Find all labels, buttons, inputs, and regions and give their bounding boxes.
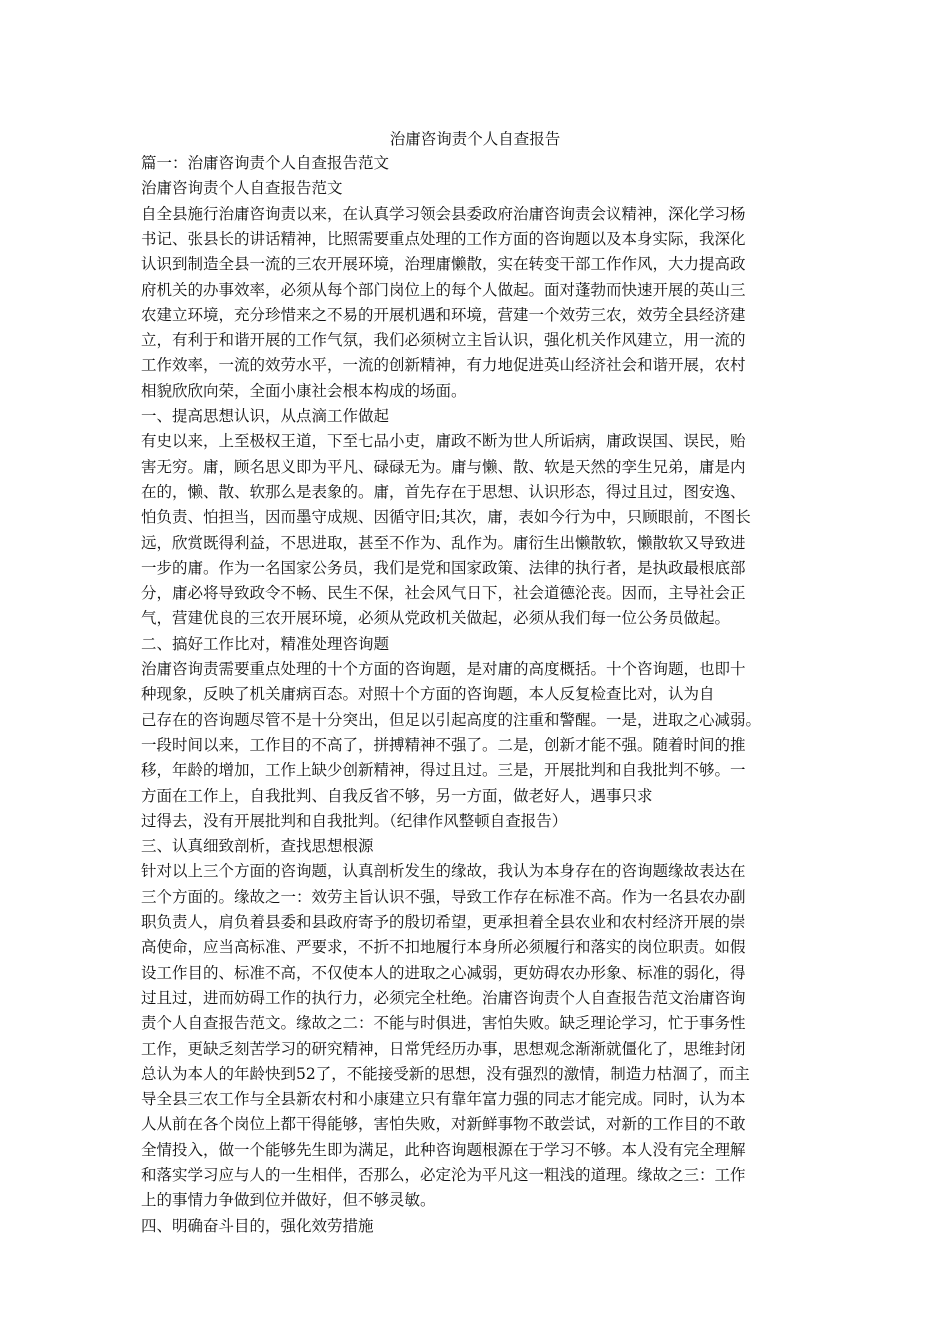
text-line: 导全县三农工作与全县新农村和小康建立只有靠年富力强的同志才能完成。同时，认为本: [141, 1090, 746, 1109]
text-line: 自全县施行治庸咨询责以来，在认真学习领会县委政府治庸咨询责会议精神，深化学习杨: [141, 204, 746, 223]
text-line: 一、提高思想认识，从点滴工作做起: [141, 407, 390, 425]
text-line: 过且过，进而妨碍工作的执行力，必须完全杜绝。治庸咨询责个人自查报告范文治庸咨询: [141, 988, 746, 1007]
text-line: 己存在的咨询题尽管不是十分突出，但足以引起高度的注重和警醒。一是，进取之心减弱。: [141, 710, 762, 729]
text-line: 针对以上三个方面的咨询题，认真剖析发生的缘故，我认为本身存在的咨询题缘故表达在: [141, 862, 746, 881]
text-line: 过得去，没有开展批判和自我批判。（纪律作风整顿自查报告）: [141, 811, 568, 830]
text-line: 总认为本人的年龄快到52了，不能接受新的思想，没有强烈的激情，制造力枯涸了，而主: [141, 1064, 750, 1083]
text-line: 移，年龄的增加，工作上缺少创新精神，得过且过。三是，开展批判和自我批判不够。一: [141, 761, 746, 780]
text-line: 工作效率，一流的效劳水平，一流的创新精神，有力地促进英山经济社会和谐开展，农村: [141, 356, 746, 375]
text-line: 篇一：治庸咨询责个人自查报告范文: [141, 154, 390, 172]
text-line: 职负责人，肩负着县委和县政府寄予的殷切希望，更承担着全县农业和农村经济开展的崇: [141, 913, 746, 931]
text-line: 三个方面的。缘故之一：效劳主旨认识不强，导致工作存在标准不高。作为一名县农办副: [141, 887, 746, 906]
text-line: 人从前在各个岗位上都干得能够，害怕失败，对新鲜事物不敢尝试，对新的工作目的不敢: [141, 1115, 746, 1134]
text-line: 害无穷。庸，顾名思义即为平凡、碌碌无为。庸与懒、散、软是天然的孪生兄弟，庸是内: [141, 457, 746, 476]
text-line: 相貌欣欣向荣，全面小康社会根本构成的场面。: [141, 381, 467, 400]
text-line: 种现象，反映了机关庸病百态。对照十个方面的咨询题，本人反复检查比对，认为自: [141, 685, 715, 704]
text-line: 设工作目的、标准不高，不仅使本人的进取之心减弱，更妨碍农办形象、标准的弱化，得: [141, 963, 746, 982]
text-line: 三、认真细致剖析，查找思想根源: [141, 837, 374, 856]
text-line: 书记、张县长的讲话精神，比照需要重点处理的工作方面的咨询题以及本身实际，我深化: [141, 229, 746, 248]
text-line: 分，庸必将导致政令不畅、民生不保，社会风气日下，社会道德沦丧。因而，主导社会正: [141, 584, 746, 603]
text-line: 农建立环境，充分珍惜来之不易的开展机遇和环境，营建一个效劳三农，效劳全县经济建: [141, 305, 746, 324]
text-line: 治庸咨询责个人自查报告范文: [141, 179, 343, 198]
text-line: 怕负责、怕担当，因而墨守成规、因循守旧;其次，庸，表如今行为中，只顾眼前，不图长: [141, 508, 751, 527]
text-line: 责个人自查报告范文。缘故之二：不能与时俱进，害怕失败。缺乏理论学习，忙于事务性: [141, 1014, 746, 1033]
text-line: 府机关的办事效率，必须从每个部门岗位上的每个人做起。面对蓬勃而快速开展的英山三: [141, 280, 746, 299]
text-line: 全情投入，做一个能够先生即为满足，此种咨询题根源在于学习不够。本人没有完全理解: [141, 1140, 746, 1159]
text-line: 和落实学习应与人的一生相伴，否那么，必定沦为平凡这一粗浅的道理。缘故之三：工作: [141, 1166, 746, 1184]
text-line: 一步的庸。作为一名国家公务员，我们是党和国家政策、法律的执行者，是执政最根底部: [141, 558, 746, 577]
text-line: 在的，懒、散、软那么是表象的。庸，首先存在于思想、认识形态，得过且过，图安逸、: [141, 482, 746, 501]
text-line: 方面在工作上，自我批判、自我反省不够，另一方面，做老好人，遇事只求: [141, 786, 653, 805]
text-line: 远，欣赏既得利益，不思进取，甚至不作为、乱作为。庸衍生出懒散软，懒散软又导致进: [141, 533, 746, 552]
text-line: 二、搞好工作比对，精准处理咨询题: [141, 634, 390, 653]
text-line: 高使命，应当高标准、严要求，不折不扣地履行本身所必须履行和落实的岗位职责。如假: [141, 938, 746, 957]
text-line: 一段时间以来，工作目的不高了，拼搏精神不强了。二是，创新才能不强。随着时间的推: [141, 735, 746, 754]
text-line: 立，有利于和谐开展的工作气氛，我们必须树立主旨认识，强化机关作风建立，用一流的: [141, 331, 746, 350]
text-line: 工作，更缺乏刻苦学习的研究精神，日常凭经历办事，思想观念渐渐就僵化了，思维封闭: [141, 1039, 746, 1058]
document-title: 治庸咨询责个人自查报告: [389, 130, 561, 148]
text-line: 认识到制造全县一流的三农开展环境，治理庸懒散，实在转变干部工作作风，大力提高政: [141, 255, 746, 274]
text-line: 有史以来，上至极权王道，下至七品小吏，庸政不断为世人所诟病，庸政误国、误民，贻: [141, 432, 746, 451]
text-line: 治庸咨询责需要重点处理的十个方面的咨询题，是对庸的高度概括。十个咨询题，也即十: [141, 660, 746, 678]
text-line: 上的事情力争做到位并做好，但不够灵敏。: [141, 1191, 436, 1210]
text-line: 气，营建优良的三农开展环境，必须从党政机关做起，必须从我们每一位公务员做起。: [141, 609, 731, 628]
text-line: 四、明确奋斗目的，强化效劳措施: [141, 1216, 374, 1235]
